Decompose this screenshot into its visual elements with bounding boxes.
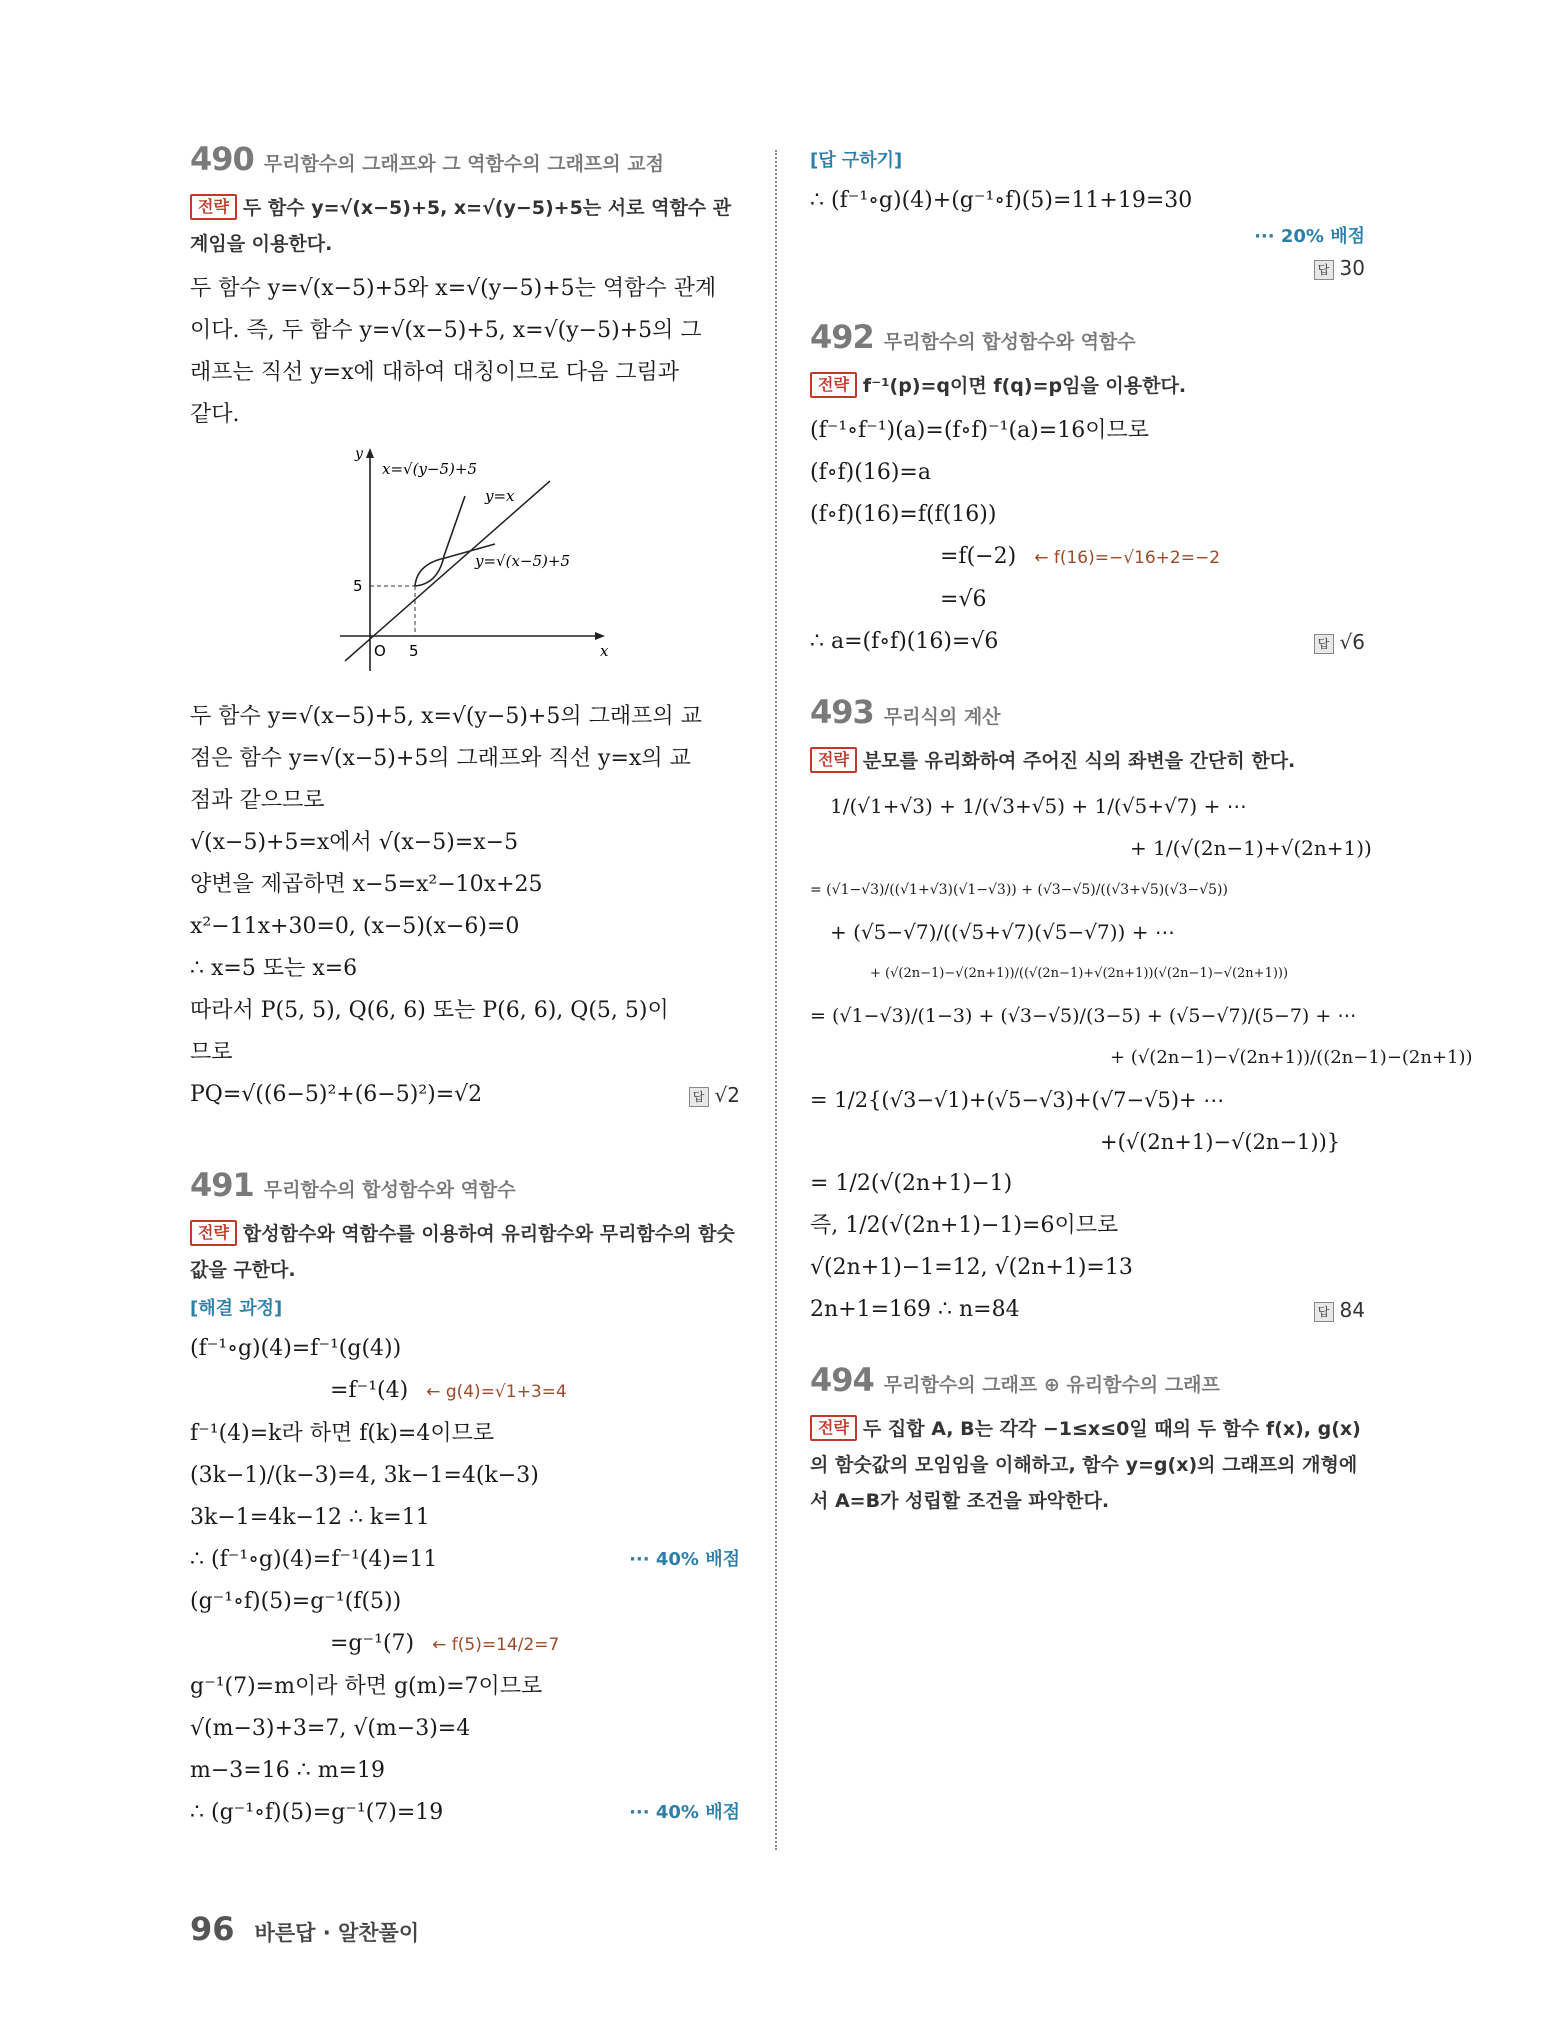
solution-line bbox=[810, 536, 1365, 579]
axis-label-y: y bbox=[355, 446, 363, 462]
column-divider bbox=[775, 150, 777, 1850]
problem-title: 무리함수의 그래프와 그 역함수의 그래프의 교점 bbox=[263, 153, 664, 175]
answer-value: √2 bbox=[714, 1083, 740, 1107]
solution-line bbox=[810, 621, 1365, 663]
spacer bbox=[810, 663, 1365, 693]
solution-line: 1/(√1+√3) + 1/(√3+√5) + 1/(√5+√7) + ⋯ bbox=[830, 794, 1247, 818]
solution-line: = (√1−√3)/((√1+√3)(√1−√3)) + (√3−√5)/((√3+√5)(√3−√5)) bbox=[810, 882, 1228, 898]
solution-line bbox=[190, 1623, 740, 1666]
solution-line: g⁻¹(7)=m이라 하면 g(m)=7이므로 bbox=[190, 1674, 543, 1699]
label-x-eq-curve: x=√(y−5)+5 bbox=[382, 460, 477, 478]
solution-line: ∴ x=5 또는 x=6 bbox=[190, 956, 358, 981]
right-column bbox=[810, 140, 1473, 1525]
solution-line: ∴ (f⁻¹∘g)(4)+(g⁻¹∘f)(5)=11+19=30 bbox=[810, 188, 1193, 213]
solution-line: +(√(2n+1)−√(2n−1))} bbox=[1100, 1130, 1341, 1154]
answer-box bbox=[810, 248, 1365, 288]
solution-line: =√6 bbox=[940, 587, 987, 612]
problem-title: 무리함수의 합성함수와 역함수 bbox=[883, 331, 1136, 353]
solution-line: 두 함수 y=√(x−5)+5와 x=√(y−5)+5는 역함수 관계 bbox=[190, 276, 717, 301]
answer-value: √6 bbox=[1339, 630, 1365, 654]
solution-line bbox=[190, 1074, 740, 1116]
strategy bbox=[190, 190, 740, 262]
solution-line: f⁻¹(4)=k라 하면 f(k)=4이므로 bbox=[190, 1421, 495, 1446]
strategy bbox=[810, 1411, 1365, 1519]
axis-label-x: x bbox=[600, 642, 609, 660]
spacer bbox=[810, 288, 1365, 318]
solution-line: x²−11x+30=0, (x−5)(x−6)=0 bbox=[190, 914, 520, 939]
strategy bbox=[810, 743, 1365, 779]
label-y-eq-x: y=x bbox=[485, 487, 515, 505]
solution-line: + (√(2n−1)−√(2n+1))/((√(2n−1)+√(2n+1))(√(2n−1)−√(2n+1))) bbox=[870, 966, 1289, 981]
strategy-tag: 전략 bbox=[810, 747, 857, 773]
page-footer bbox=[190, 1910, 419, 1948]
strategy-tag: 전략 bbox=[190, 194, 237, 220]
solution-line: 이다. 즉, 두 함수 y=√(x−5)+5, x=√(y−5)+5의 그 bbox=[190, 318, 702, 343]
solution-line: (f⁻¹∘f⁻¹)(a)=(f∘f)⁻¹(a)=16이므로 bbox=[810, 418, 1149, 443]
solution-line-text: ∴ (f⁻¹∘g)(4)=f⁻¹(4)=11 bbox=[190, 1547, 438, 1572]
solution-line: 점과 같으므로 bbox=[190, 788, 325, 813]
strategy-text: 두 집합 A, B는 각각 −1≤x≤0일 때의 두 함수 f(x), g(x)의 함숫값의 모임임을 이해하고, 함수 y=g(x)의 그래프의 개형에서 A=B가 성립할 조건을 파악한다. bbox=[810, 1418, 1361, 1512]
solution-line: √(x−5)+5=x에서 √(x−5)=x−5 bbox=[190, 830, 519, 855]
curve-x-sqrt bbox=[415, 496, 465, 586]
solution-line: 양변을 제곱하면 x−5=x²−10x+25 bbox=[190, 872, 543, 897]
strategy-text: 합성함수와 역함수를 이용하여 유리함수와 무리함수의 함숫값을 구한다. bbox=[190, 1223, 735, 1281]
answer-box bbox=[1314, 621, 1365, 663]
solution-line: 므로 bbox=[190, 1040, 233, 1065]
score-note: ··· 20% 배점 bbox=[1254, 226, 1365, 247]
solution-line: √(m−3)+3=7, √(m−3)=4 bbox=[190, 1716, 471, 1741]
answer-box bbox=[689, 1074, 740, 1116]
solution-line: (f∘f)(16)=f(f(16)) bbox=[810, 502, 997, 527]
problem-title: 무리함수의 그래프 ⊕ 유리함수의 그래프 bbox=[883, 1374, 1220, 1396]
solution-line bbox=[810, 1289, 1365, 1331]
problem-494-heading bbox=[810, 1361, 1365, 1399]
strategy-tag: 전략 bbox=[810, 372, 857, 398]
spacer bbox=[190, 1116, 740, 1166]
line-y-eq-x bbox=[345, 481, 550, 661]
solution-line: (f⁻¹∘g)(4)=f⁻¹(g(4)) bbox=[190, 1336, 402, 1361]
solution-line-text: ∴ a=(f∘f)(16)=√6 bbox=[810, 629, 999, 654]
solution-line: (3k−1)/(k−3)=4, 3k−1=4(k−3) bbox=[190, 1463, 539, 1488]
solution-line-text: =f(−2) bbox=[940, 544, 1017, 569]
problem-number: 492 bbox=[810, 318, 874, 356]
origin-label: O bbox=[374, 642, 386, 660]
solution-line bbox=[190, 1792, 740, 1834]
side-note: ← g(4)=√1+3=4 bbox=[426, 1382, 567, 1402]
book-title: 바른답 · 알찬풀이 bbox=[254, 1921, 420, 1945]
solution-line: 같다. bbox=[190, 402, 240, 427]
graph-figure bbox=[310, 446, 630, 686]
score-note: ··· 40% 배점 bbox=[629, 1802, 740, 1823]
solution-line: 두 함수 y=√(x−5)+5, x=√(y−5)+5의 그래프의 교 bbox=[190, 704, 702, 729]
strategy bbox=[810, 368, 1365, 404]
solution-line-text: =g⁻¹(7) bbox=[330, 1631, 415, 1656]
score-note: ··· 40% 배점 bbox=[629, 1549, 740, 1570]
answer-box bbox=[1314, 1289, 1365, 1331]
strategy bbox=[190, 1216, 740, 1288]
problem-number: 490 bbox=[190, 140, 254, 178]
solution-line: + 1/(√(2n−1)+√(2n+1)) bbox=[1130, 836, 1372, 860]
problem-title: 무리함수의 합성함수와 역함수 bbox=[263, 1179, 516, 1201]
problem-number: 493 bbox=[810, 693, 874, 731]
problem-492-heading bbox=[810, 318, 1365, 356]
answer-icon: 답 bbox=[1314, 260, 1334, 280]
section-label: [해결 과정] bbox=[190, 1298, 283, 1319]
strategy-text: f⁻¹(p)=q이면 f(q)=p임을 이용한다. bbox=[862, 375, 1187, 397]
tick-x-label: 5 bbox=[409, 642, 419, 660]
solution-line: m−3=16 ∴ m=19 bbox=[190, 1758, 385, 1783]
problem-number: 494 bbox=[810, 1361, 874, 1399]
problem-title: 무리식의 계산 bbox=[883, 706, 1001, 728]
label-y-eq-curve: y=√(x−5)+5 bbox=[475, 552, 570, 570]
solution-line: = 1/2(√(2n+1)−1) bbox=[810, 1171, 1013, 1196]
left-column bbox=[190, 140, 740, 1834]
strategy-tag: 전략 bbox=[190, 1220, 237, 1246]
solution-line: + (√5−√7)/((√5+√7)(√5−√7)) + ⋯ bbox=[830, 920, 1175, 944]
solution-line: 점은 함수 y=√(x−5)+5의 그래프와 직선 y=x의 교 bbox=[190, 746, 691, 771]
solution-line bbox=[190, 1539, 740, 1581]
solution-line: 래프는 직선 y=x에 대하여 대칭이므로 다음 그림과 bbox=[190, 360, 680, 385]
answer-icon: 답 bbox=[1314, 634, 1334, 654]
solution-line bbox=[190, 1370, 740, 1413]
solution-line-text: 2n+1=169 ∴ n=84 bbox=[810, 1297, 1020, 1322]
problem-number: 491 bbox=[190, 1166, 254, 1204]
strategy-text: 분모를 유리화하여 주어진 식의 좌변을 간단히 한다. bbox=[862, 750, 1296, 772]
solution-line: 따라서 P(5, 5), Q(6, 6) 또는 P(6, 6), Q(5, 5)이 bbox=[190, 998, 669, 1023]
section-label: [답 구하기] bbox=[810, 150, 903, 171]
solution-line: = 1/2{(√3−√1)+(√5−√3)+(√7−√5)+ ⋯ bbox=[810, 1088, 1225, 1112]
solution-line: 3k−1=4k−12 ∴ k=11 bbox=[190, 1505, 430, 1530]
y-axis-arrow-icon bbox=[366, 448, 374, 458]
problem-491-heading bbox=[190, 1166, 740, 1204]
side-note: ← f(5)=14/2=7 bbox=[432, 1635, 560, 1655]
solution-line: 즉, 1/2(√(2n+1)−1)=6이므로 bbox=[810, 1213, 1119, 1238]
solution-line-text: ∴ (g⁻¹∘f)(5)=g⁻¹(7)=19 bbox=[190, 1800, 444, 1825]
solution-line: (f∘f)(16)=a bbox=[810, 460, 931, 485]
answer-value: 84 bbox=[1339, 1298, 1365, 1322]
solution-line: (g⁻¹∘f)(5)=g⁻¹(f(5)) bbox=[190, 1589, 402, 1614]
answer-value: 30 bbox=[1339, 256, 1365, 280]
solution-line: = (√1−√3)/(1−3) + (√3−√5)/(3−5) + (√5−√7)/(5−7) + ⋯ bbox=[810, 1005, 1357, 1027]
solution-line-text: PQ=√((6−5)²+(6−5)²)=√2 bbox=[190, 1082, 483, 1107]
strategy-text: 두 함수 y=√(x−5)+5, x=√(y−5)+5는 서로 역함수 관계임을 이용한다. bbox=[190, 197, 732, 255]
page-number: 96 bbox=[190, 1910, 235, 1948]
answer-icon: 답 bbox=[689, 1087, 709, 1107]
problem-490-heading bbox=[190, 140, 740, 178]
solution-line: + (√(2n−1)−√(2n+1))/((2n−1)−(2n+1)) bbox=[1110, 1047, 1473, 1068]
answer-icon: 답 bbox=[1314, 1302, 1334, 1322]
strategy-tag: 전략 bbox=[810, 1415, 857, 1441]
spacer bbox=[810, 1331, 1365, 1361]
solution-line: √(2n+1)−1=12, √(2n+1)=13 bbox=[810, 1255, 1133, 1280]
x-axis-arrow-icon bbox=[595, 632, 605, 640]
problem-493-heading bbox=[810, 693, 1365, 731]
side-note: ← f(16)=−√16+2=−2 bbox=[1034, 548, 1221, 568]
tick-y-label: 5 bbox=[353, 577, 363, 595]
solution-line-text: =f⁻¹(4) bbox=[330, 1378, 409, 1403]
